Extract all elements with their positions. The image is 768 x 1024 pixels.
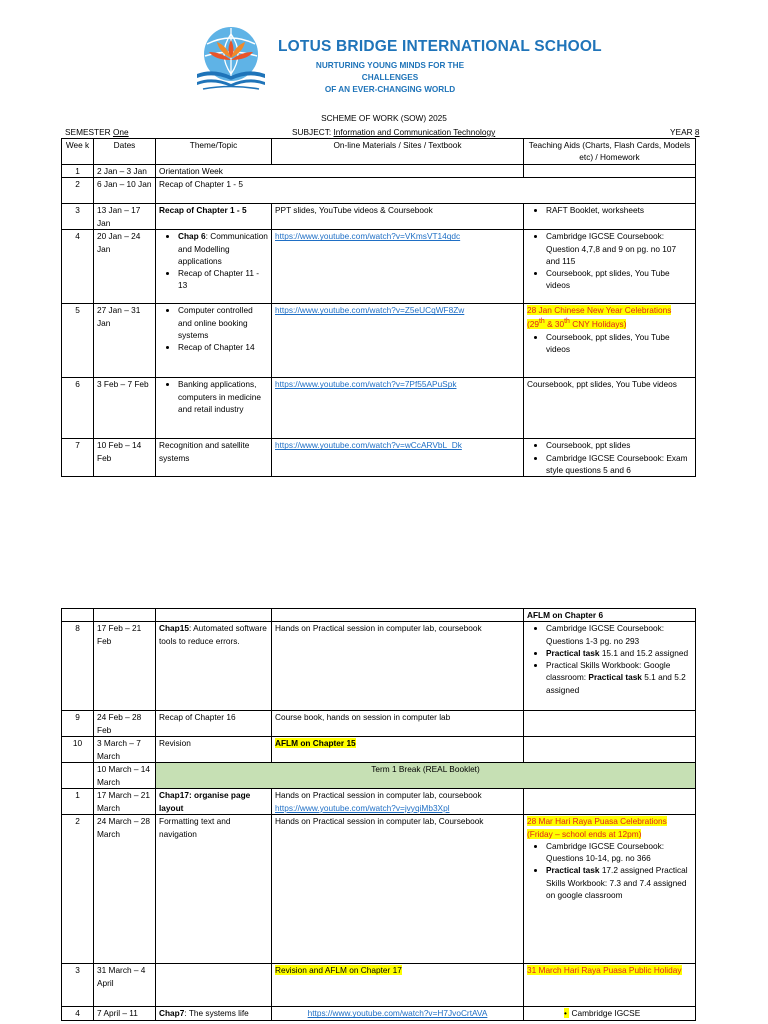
aids-cell — [524, 711, 696, 737]
topic-cell — [156, 622, 272, 711]
aids-cell — [524, 165, 696, 178]
week-cell: 2 — [62, 815, 94, 964]
aids-cell — [524, 964, 696, 1007]
week-cell: 6 — [62, 378, 94, 439]
term-break-label: Term 1 Break (REAL Booklet) — [156, 763, 696, 789]
school-tagline — [300, 60, 480, 96]
aflm-label: AFLM on — [275, 738, 311, 749]
topic-cell: Chap17: organise page layout — [156, 789, 272, 815]
topic-cell: Formatting text and navigation — [156, 815, 272, 964]
aids-cell — [524, 1007, 696, 1021]
semester-field — [65, 127, 129, 137]
aid-bold: Practical task — [546, 647, 600, 658]
topic-cell — [156, 609, 272, 622]
dates-cell — [94, 609, 156, 622]
materials-cell — [272, 439, 524, 477]
table-row — [62, 711, 696, 737]
aid-text: 17.2 assigned Practical Skills Workbook: 7.3 and 7.4 assigned on google classroom — [546, 865, 688, 901]
aids-cell — [524, 622, 696, 711]
subject-field — [292, 127, 495, 137]
table-row — [62, 439, 696, 477]
col-topic-header: Theme/Topic — [156, 139, 272, 165]
aid-text: 15.1 and 15.2 assigned — [599, 647, 689, 658]
topic-cell: Recap of Chapter 1 - 5 — [156, 178, 696, 204]
topic-cell: Orientation Week — [156, 165, 524, 178]
table-row — [62, 964, 696, 1007]
topic-chapter: Chap 6 — [178, 231, 206, 242]
materials-cell — [272, 964, 524, 1007]
document-title: SCHEME OF WORK (SOW) 2025 — [321, 113, 447, 123]
week-cell: 7 — [62, 439, 94, 477]
week-cell: 3 — [62, 204, 94, 230]
tagline-line-1: NURTURING YOUNG MINDS FOR THE CHALLENGES — [315, 61, 465, 82]
week-cell: 1 — [62, 165, 94, 178]
topic-item: • Recap of Chapter 14 — [178, 341, 268, 353]
scheme-table-page-2 — [61, 608, 696, 1021]
materials-cell — [272, 230, 524, 304]
topic-chapter: Chap15 — [159, 623, 189, 634]
aids-cell: AFLM on Chapter 6 — [524, 609, 696, 622]
note-part: CNY Holidays) — [569, 319, 627, 330]
table-row — [62, 737, 696, 763]
week-cell: 4 — [62, 1007, 94, 1021]
week-cell: 9 — [62, 711, 94, 737]
table-row — [62, 1007, 696, 1021]
topic-cell — [156, 378, 272, 439]
dates-cell: 13 Jan – 17 Jan — [94, 204, 156, 230]
dates-cell: 24 Feb – 28 Feb — [94, 711, 156, 737]
materials-cell — [272, 737, 524, 763]
materials-cell — [272, 789, 524, 815]
holiday-note: 31 March Hari Raya Puasa Public Holiday — [527, 965, 682, 976]
aid-text: Practical Skills Workbook: Google classroom: — [546, 660, 671, 683]
year-value: 8 — [694, 127, 700, 137]
aid-item: • Cambridge IGCSE Coursebook: Exam style questions 5 and 6 — [546, 452, 692, 477]
topic-chapter: Chap7 — [159, 1008, 185, 1019]
topic-text: : The systems life — [184, 1008, 249, 1019]
week-cell: 5 — [62, 304, 94, 378]
aid-item: • Coursebook, ppt slides, You Tube videos — [546, 267, 692, 292]
dates-cell: 17 Feb – 21 Feb — [94, 622, 156, 711]
youtube-link[interactable]: https://www.youtube.com/watch?v=7Pf55APuSpk — [275, 379, 457, 390]
table-row — [62, 178, 696, 204]
table-row — [62, 204, 696, 230]
aid-item — [546, 659, 692, 696]
note-part: (29 — [527, 319, 539, 330]
materials-cell: Course book, hands on session in computer lab — [272, 711, 524, 737]
aids-cell — [524, 737, 696, 763]
table-row — [62, 378, 696, 439]
col-materials-header: On-line Materials / Sites / Textbook — [272, 139, 524, 165]
table-row — [62, 304, 696, 378]
aid-item — [546, 647, 692, 659]
aid-bold: Practical task — [546, 865, 600, 876]
semester-label: SEMESTER — [65, 127, 111, 137]
dates-cell: 31 March – 4 April — [94, 964, 156, 1007]
aids-cell — [524, 304, 696, 378]
dates-cell: 10 March – 14 March — [94, 763, 156, 789]
dates-cell: 27 Jan – 31 Jan — [94, 304, 156, 378]
topic-cell — [156, 304, 272, 378]
aflm-chapter: Chapter 15 — [310, 738, 356, 749]
materials-cell: Hands on Practical session in computer lab, coursebook — [272, 622, 524, 711]
holiday-note: (Friday – school ends at 12pm) — [527, 828, 642, 839]
aid-item — [546, 864, 692, 901]
youtube-link[interactable]: https://www.youtube.com/watch?v=VKmsVT14qdc — [275, 231, 461, 242]
dates-cell: 17 March – 21 March — [94, 789, 156, 815]
aids-cell — [524, 815, 696, 964]
aid-item: • Cambridge IGCSE Coursebook: Questions 1-3 pg. no 293 — [546, 622, 692, 647]
dates-cell: 7 April – 11 — [94, 1007, 156, 1021]
materials-cell: Hands on Practical session in computer lab, Coursebook — [272, 815, 524, 964]
subject-value: Information and Communication Technology — [333, 127, 496, 137]
week-cell: 3 — [62, 964, 94, 1007]
aid-item: • Cambridge IGCSE Coursebook: Questions 10-14, pg. no 366 — [546, 840, 692, 865]
note-sup: th — [564, 318, 570, 326]
aids-cell — [524, 789, 696, 815]
aids-cell — [524, 230, 696, 304]
materials-cell — [272, 304, 524, 378]
aid-bold: Practical task — [588, 672, 642, 683]
aid-item: • RAFT Booklet, worksheets — [546, 204, 692, 216]
col-dates-header: Dates — [94, 139, 156, 165]
week-cell: 1 — [62, 789, 94, 815]
note-sup: th — [539, 318, 545, 326]
topic-cell: Recap of Chapter 1 - 5 — [156, 204, 272, 230]
year-label: YEAR — [670, 127, 693, 137]
dates-cell: 24 March – 28 March — [94, 815, 156, 964]
materials-text: Hands on Practical session in computer lab, coursebook — [275, 790, 482, 801]
youtube-link[interactable]: https://www.youtube.com/watch?v=Z5eUCqWF8Zw — [275, 305, 465, 316]
topic-cell: Recap of Chapter 16 — [156, 711, 272, 737]
table-row — [62, 815, 696, 964]
youtube-link[interactable]: https://www.youtube.com/watch?v=jvyqiMb3Xpl — [275, 802, 450, 813]
table-row — [62, 789, 696, 815]
aid-item: • Coursebook, ppt slides, You Tube videos — [546, 331, 692, 356]
topic-text: : Automated software tools to reduce errors. — [159, 623, 267, 646]
tagline-line-2: OF AN EVER-CHANGING WORLD — [324, 85, 456, 94]
topic-item — [178, 230, 268, 267]
dates-cell: 10 Feb – 14 Feb — [94, 439, 156, 477]
note-part: & 30 — [544, 319, 565, 330]
school-header — [0, 22, 768, 94]
week-cell — [62, 763, 94, 789]
table-row — [62, 165, 696, 178]
week-cell: 10 — [62, 737, 94, 763]
term-break-row — [62, 763, 696, 789]
table-row — [62, 609, 696, 622]
year-field — [670, 127, 700, 137]
topic-cell: Recognition and satellite systems — [156, 439, 272, 477]
school-logo — [193, 24, 269, 92]
col-aids-header: Teaching Aids (Charts, Flash Cards, Models etc) / Homework — [524, 139, 696, 165]
topic-item: • Computer controlled and online booking systems — [178, 304, 268, 341]
aids-cell — [524, 204, 696, 230]
materials-cell — [272, 378, 524, 439]
scheme-table-page-1 — [61, 138, 696, 477]
materials-cell — [272, 609, 524, 622]
week-cell: 4 — [62, 230, 94, 304]
table-row — [62, 622, 696, 711]
materials-cell — [272, 1007, 524, 1021]
dates-cell: 20 Jan – 24 Jan — [94, 230, 156, 304]
col-week-header: Wee k — [62, 139, 94, 165]
dates-cell: 2 Jan – 3 Jan — [94, 165, 156, 178]
topic-cell — [156, 964, 272, 1007]
week-cell: 8 — [62, 622, 94, 711]
topic-text: : Communication and Modelling applications — [178, 231, 268, 266]
subject-label: SUBJECT: — [292, 127, 332, 137]
semester-value: One — [112, 127, 129, 137]
youtube-link[interactable]: https://www.youtube.com/watch?v=wCcARVbL_Dk — [275, 440, 462, 451]
holiday-note: 28 Jan Chinese New Year Celebrations — [527, 305, 672, 316]
aids-cell: Coursebook, ppt slides, You Tube videos — [524, 378, 696, 439]
revision-note: Revision and AFLM on Chapter 17 — [275, 965, 402, 976]
week-cell: 2 — [62, 178, 94, 204]
holiday-note — [527, 319, 626, 329]
aid-item: • Coursebook, ppt slides — [546, 439, 692, 451]
dates-cell: 6 Jan – 10 Jan — [94, 178, 156, 204]
holiday-note: 28 Mar Hari Raya Puasa Celebrations — [527, 816, 667, 827]
topic-item: • Recap of Chapter 11 - 13 — [178, 267, 268, 292]
materials-cell: PPT slides, YouTube videos & Coursebook — [272, 204, 524, 230]
dates-cell: 3 March – 7 March — [94, 737, 156, 763]
topic-cell: Revision — [156, 737, 272, 763]
aid-text: Cambridge IGCSE — [571, 1008, 641, 1019]
topic-item: • Banking applications, computers in medicine and retail industry — [178, 378, 268, 415]
topic-cell — [156, 1007, 272, 1021]
bullet-highlight: • — [564, 1008, 570, 1019]
aid-text: 5.1 and 5.2 assigned — [546, 672, 686, 695]
week-cell — [62, 609, 94, 622]
school-name: LOTUS BRIDGE INTERNATIONAL SCHOOL — [278, 38, 602, 55]
topic-cell — [156, 230, 272, 304]
table-row — [62, 230, 696, 304]
aids-cell — [524, 439, 696, 477]
aid-item: • Cambridge IGCSE Coursebook: Question 4,7,8 and 9 on pg. no 107 and 115 — [546, 230, 692, 267]
dates-cell: 3 Feb – 7 Feb — [94, 378, 156, 439]
youtube-link[interactable]: https://www.youtube.com/watch?v=H7JvoCrtAVA — [307, 1008, 488, 1019]
table-header-row — [62, 139, 696, 165]
